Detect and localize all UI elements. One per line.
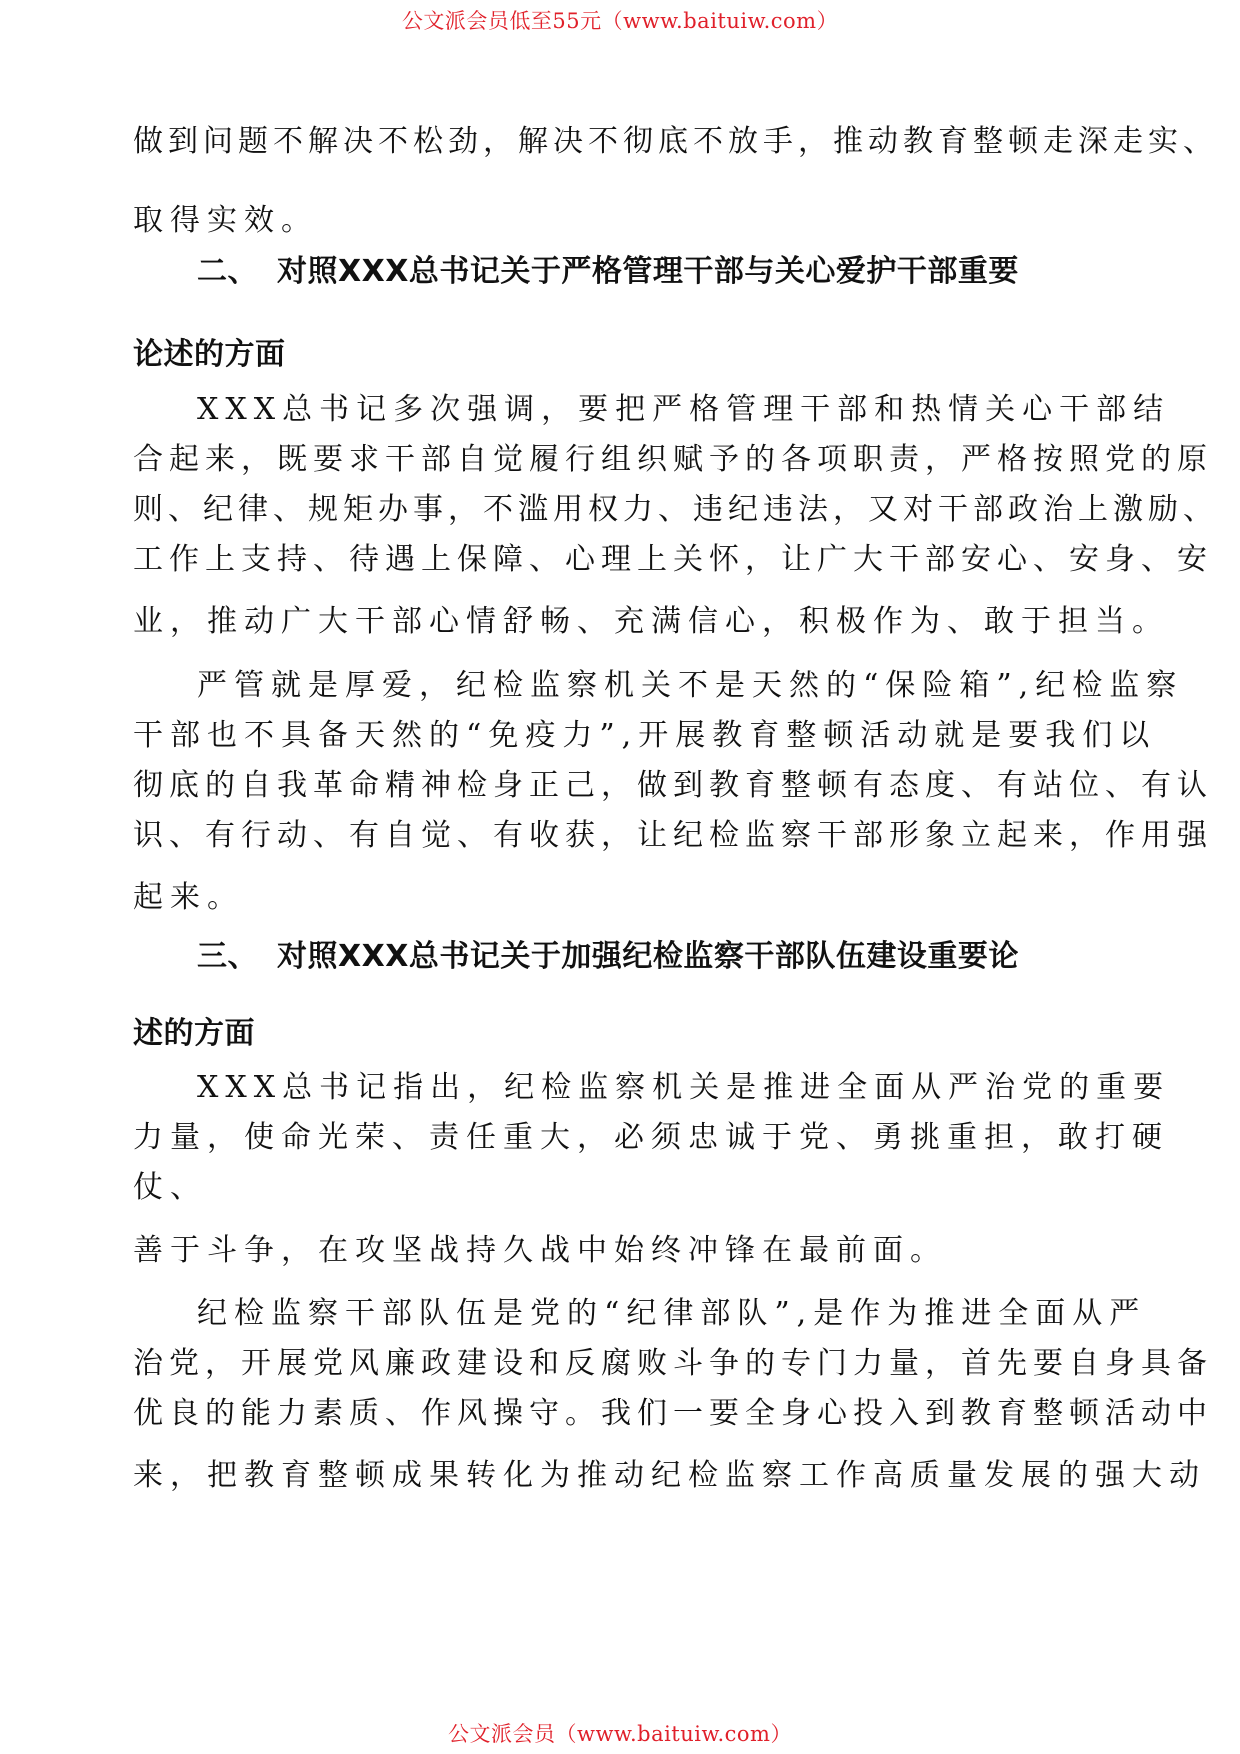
paragraph-line: 力量，使命光荣、责任重大，必须忠诚于党、勇挑重担，敢打硬: [133, 1120, 1169, 1155]
header-watermark: 公文派会员低至55元（www.baituiw.com）: [401, 9, 839, 33]
section-heading-cont: 述的方面: [133, 1016, 255, 1051]
paragraph-line: 业，推动广大干部心情舒畅、充满信心，积极作为、敢于担当。: [133, 604, 1169, 639]
paragraph-line: 来，把教育整顿成果转化为推动纪检监察工作高质量发展的强大动: [133, 1458, 1206, 1493]
paragraph-line: 纪检监察干部队伍是党的“纪律部队”,是作为推进全面从严: [197, 1296, 1147, 1331]
section-number: 二、: [197, 254, 258, 289]
section-heading: [197, 252, 1019, 292]
section-number: 三、: [197, 939, 258, 974]
paragraph-line: 优良的能力素质、作风操守。我们一要全身心投入到教育整顿活动中: [133, 1396, 1213, 1431]
section-heading-cont: 论述的方面: [133, 337, 286, 372]
paragraph-line: 取得实效。: [133, 203, 318, 238]
section-title: 对照XXX总书记关于加强纪检监察干部队伍建设重要论: [277, 939, 1019, 974]
paragraph-line: 起来。: [133, 880, 244, 915]
paragraph-line: 干部也不具备天然的“免疫力”,开展教育整顿活动就是要我们以: [133, 718, 1157, 753]
footer-watermark: 公文派会员（www.baituiw.com）: [448, 1722, 792, 1746]
paragraph-line: 工作上支持、待遇上保障、心理上关怀，让广大干部安心、安身、安: [133, 542, 1213, 577]
paragraph-line: XXX总书记指出，纪检监察机关是推进全面从严治党的重要: [197, 1070, 1171, 1105]
paragraph-line: 治党，开展党风廉政建设和反腐败斗争的专门力量，首先要自身具备: [133, 1346, 1213, 1381]
paragraph-line: XXX总书记多次强调，要把严格管理干部和热情关心干部结: [197, 392, 1171, 427]
section-title: 对照XXX总书记关于严格管理干部与关心爱护干部重要: [277, 254, 1019, 289]
paragraph-line: 合起来，既要求干部自觉履行组织赋予的各项职责，严格按照党的原: [133, 442, 1213, 477]
paragraph-line: 仗、: [133, 1170, 207, 1205]
paragraph-line: 则、纪律、规矩办事，不滥用权力、违纪违法，又对干部政治上激励、: [133, 492, 1218, 527]
paragraph-line: 彻底的自我革命精神检身正己，做到教育整顿有态度、有站位、有认: [133, 768, 1213, 803]
paragraph-line: 做到问题不解决不松劲，解决不彻底不放手，推动教育整顿走深走实、: [133, 124, 1218, 159]
section-heading: [197, 937, 1019, 977]
paragraph-line: 严管就是厚爱，纪检监察机关不是天然的“保险箱”,纪检监察: [197, 668, 1184, 703]
paragraph-line: 识、有行动、有自觉、有收获，让纪检监察干部形象立起来，作用强: [133, 818, 1213, 853]
paragraph-line: 善于斗争，在攻坚战持久战中始终冲锋在最前面。: [133, 1233, 947, 1268]
